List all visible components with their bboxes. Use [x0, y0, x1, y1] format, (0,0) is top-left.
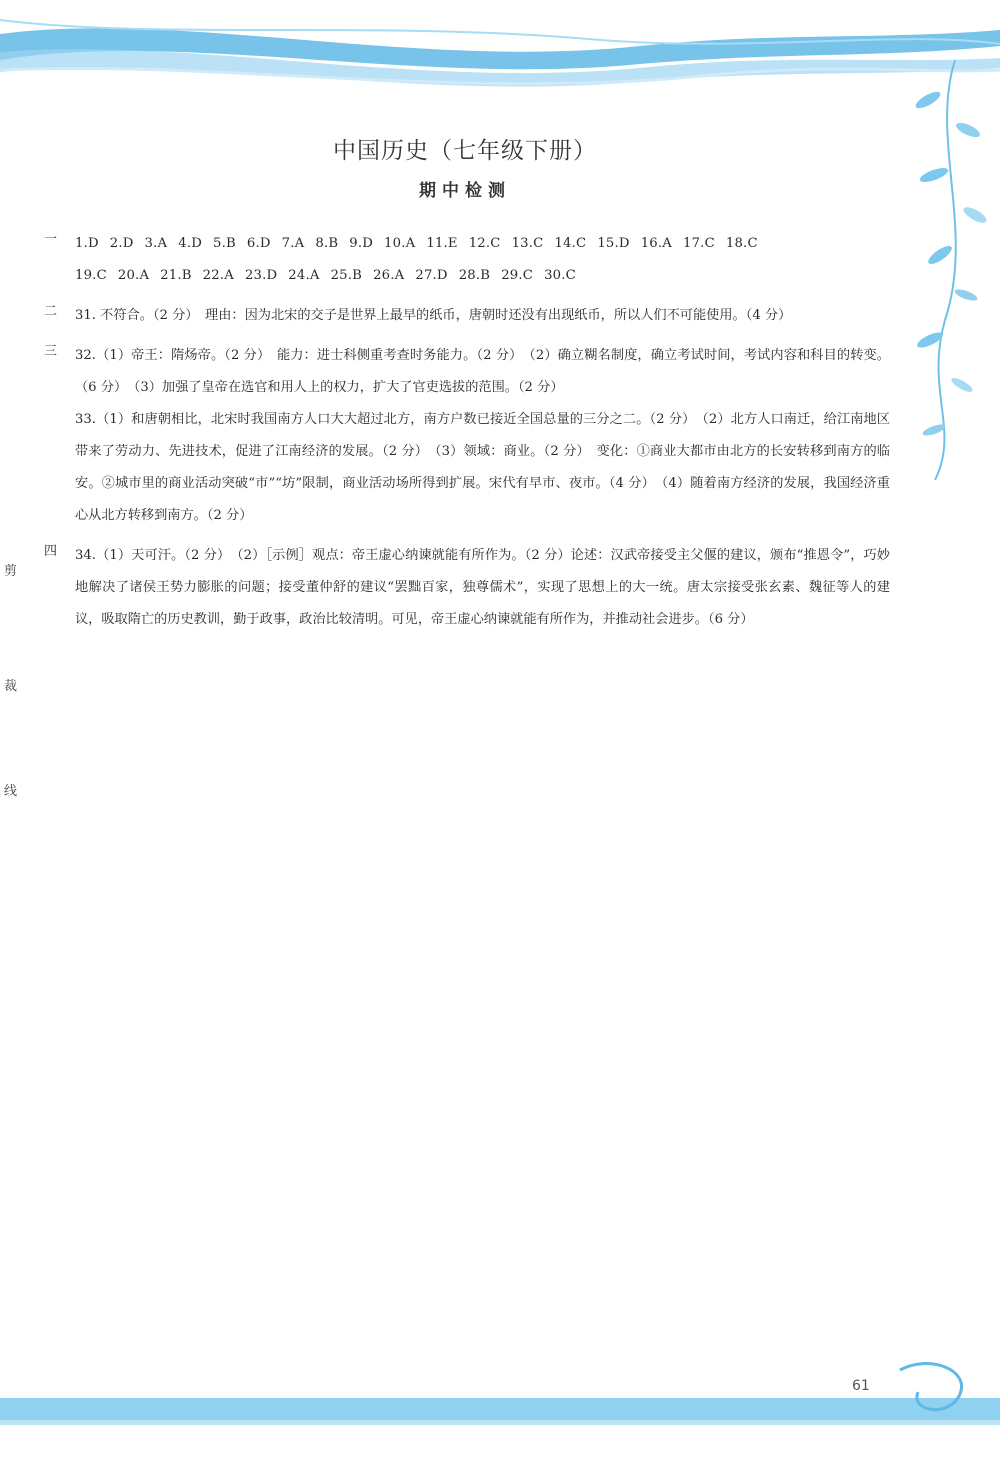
answer-item: 25.B: [330, 268, 363, 283]
answer-item: 1.D: [75, 236, 99, 251]
answer-item: 23.D: [244, 268, 278, 283]
answer-item: 15.D: [597, 236, 630, 251]
question-group-3: [44, 340, 890, 532]
answer-item: 12.C: [468, 236, 501, 251]
page-title: 中国历史（七年级下册）: [333, 138, 597, 164]
answer-item: 29.C: [501, 268, 534, 283]
ribbon-decoration-bottom: [0, 1360, 1000, 1461]
answer-item: 20.A: [117, 268, 150, 283]
answer-item: 17.C: [683, 236, 715, 251]
answer-content: [44, 228, 890, 644]
answer-item: 7.A: [281, 236, 305, 251]
answer-34: 34.（1）天可汗。（2 分） （2）［示例］观点：帝王虚心纳谏就能有所作为。（2 分）论述：汉武帝接受主父偃的建议，颁布“推恩令”，巧妙地解决了诸侯王势力膨胀的问题；接受董仲舒的建议“罢黜百家，独尊儒术”，实现了思想上的大一统。唐太宗接受张玄素、魏征等人的建议，吸取隋亡的历史教训，勤于政事，政治比较清明。可见，帝王虚心纳谏就能有所作为，并推动社会进步。（6 分）: [75, 548, 890, 627]
group-number: 三: [44, 344, 58, 359]
answer-33: 33.（1）和唐朝相比，北宋时我国南方人口大大超过北方，南方户数已接近全国总量的三分之二。（2 分） （2）北方人口南迁，给江南地区带来了劳动力、先进技术，促进了江南经济的发展。（2 分） （3）领域：商业。（2 分） 变化：①商业大都市由北方的长安转移到南方的临安。②城市里的商业活动突破“市”“坊”限制，商业活动场所得到扩展。宋代有早市、夜市。（4 分） （4）随着南方经济的发展，我国经济重心从北方转移到南方。（2 分）: [75, 412, 890, 523]
answer-item: 4.D: [178, 236, 203, 251]
answer-item: 13.C: [511, 236, 544, 251]
answer-item: 26.A: [373, 268, 405, 283]
answer-item: 14.C: [554, 236, 587, 251]
question-group-4: [44, 540, 890, 636]
answer-item: 28.B: [458, 268, 491, 283]
group-number: 一: [44, 232, 58, 247]
answer-item: 30.C: [544, 268, 576, 283]
answer-item: 18.C: [725, 236, 758, 251]
answer-item: 21.B: [160, 268, 192, 283]
answer-item: 27.D: [415, 268, 448, 283]
answer-item: 3.A: [144, 236, 168, 251]
answer-item: 24.A: [288, 268, 320, 283]
answer-item: 6.D: [246, 236, 271, 251]
cut-line-char: 裁: [4, 679, 18, 694]
group-number: 四: [44, 544, 58, 559]
question-group-1: [44, 228, 890, 292]
cut-line-char: 剪: [4, 564, 18, 579]
answer-item: 2.D: [109, 236, 134, 251]
answer-item: 5.B: [213, 236, 236, 251]
page-number: 61: [852, 1378, 870, 1394]
answers-line-2: [75, 260, 890, 292]
section-title: 期中检测: [419, 181, 511, 201]
question-group-2: [44, 300, 890, 332]
answer-item: 22.A: [202, 268, 234, 283]
answer-item: 10.A: [384, 236, 416, 251]
answers-line-1: [75, 228, 890, 260]
group-number: 二: [44, 304, 58, 319]
answer-item: 16.A: [640, 236, 672, 251]
answer-31: 31. 不符合。（2 分） 理由：因为北宋的交子是世界上最早的纸币，唐朝时还没有出现纸币，所以人们不可能使用。（4 分）: [75, 308, 792, 323]
answer-item: 9.D: [349, 236, 374, 251]
answer-item: 11.E: [426, 236, 458, 251]
answer-32: 32.（1）帝王：隋炀帝。（2 分） 能力：进士科侧重考查时务能力。（2 分） （2）确立糊名制度，确立考试时间，考试内容和科目的转变。（6 分） （3）加强了皇帝在选官和用人上的权力，扩大了官吏选拔的范围。（2 分）: [75, 348, 890, 395]
answer-item: 8.B: [315, 236, 339, 251]
answer-item: 19.C: [75, 268, 107, 283]
cut-line-char: 线: [4, 784, 18, 799]
